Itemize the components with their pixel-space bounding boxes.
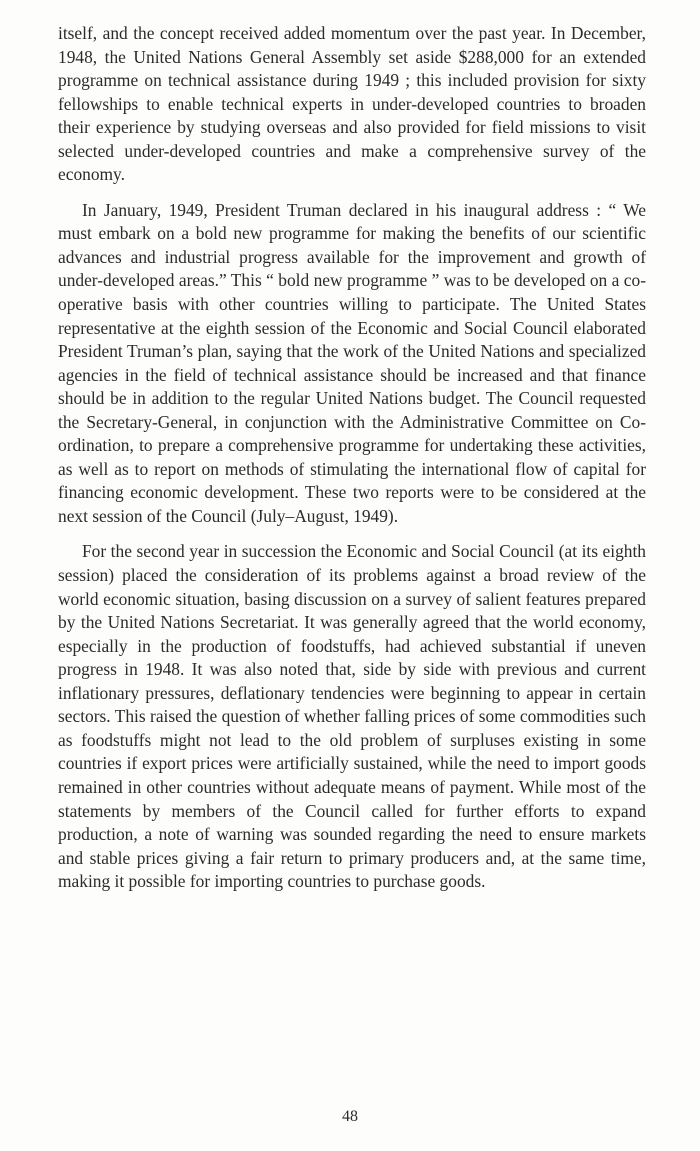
page-number: 48 <box>342 1108 358 1125</box>
paragraph-truman-programme: In January, 1949, President Truman declared in his inaugural address : “ We must embark on a bold new programme for making the benefits of our scientific advances and industrial progress available for the improvement and growth of under-developed areas.” This “ bold new programme ” was to be developed on a co-operative basis with other countries willing to participate. The United States representative at the eighth session of the Economic and Social Council elaborated President Truman’s plan, saying that the work of the United Nations and specialized agencies in the field of technical assistance should be increased and that finance should be in addition to the regular United Nations budget. The Council requested the Secretary-General, in conjunction with the Administrative Committee on Co-ordination, to prepare a comprehensive programme for undertaking these activities, as well as to report on methods of stimulating the international flow of capital for financing economic development. These two reports were to be considered at the next session of the Council (July–August, 1949). <box>58 199 646 526</box>
body-text <box>58 22 646 906</box>
paragraph-economic-council: For the second year in succession the Economic and Social Council (at its eighth session) placed the consideration of its problems against a broad review of the world economic situation, basing discussion on a survey of salient features prepared by the United Nations Secretariat. It was generally agreed that the world economy, especially in the production of foodstuffs, had achieved substantial if uneven progress in 1948. It was also noted that, side by side with previous and current inflationary pressures, deflationary tendencies were beginning to appear in certain sectors. This raised the question of whether falling prices of some commodities such as foodstuffs might not lead to the old problem of surpluses existing in some countries if export prices were artificially sustained, while the need to import goods remained in other countries without adequate means of payment. While most of the statements by members of the Council called for further efforts to expand production, a note of warning was sounded regarding the need to ensure markets and stable prices giving a fair return to primary producers and, at the same time, making it possible for importing countries to purchase goods. <box>58 541 646 892</box>
paragraph-continuation: itself, and the concept received added momentum over the past year. In December, 1948, the United Nations General Assembly set aside $288,000 for an extended programme on technical assistance during 1949 ; this included provision for sixty fellowships to enable technical experts in under-developed countries to broaden their experience by studying overseas and also provided for field missions to visit selected under-developed countries and make a comprehensive survey of the economy. <box>58 23 646 185</box>
